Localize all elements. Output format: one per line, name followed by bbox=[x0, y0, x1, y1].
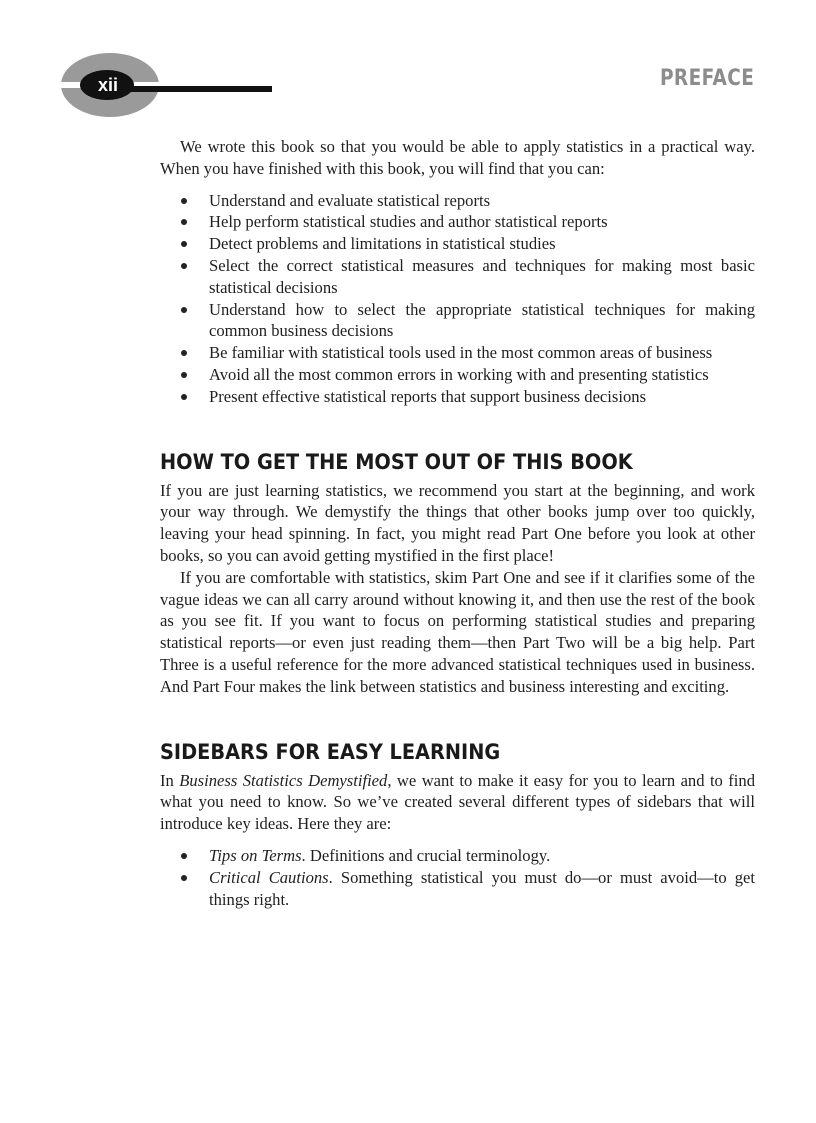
bullet-icon bbox=[181, 372, 187, 378]
book-title: Business Statistics Demystified bbox=[179, 770, 388, 790]
bullet-icon bbox=[181, 241, 187, 247]
bullet-icon bbox=[181, 307, 187, 313]
list-item bbox=[160, 386, 755, 408]
section-heading-how-to: HOW TO GET THE MOST OUT OF THIS BOOK bbox=[160, 449, 633, 474]
list-item-text: Select the correct statistical measures and techniques for making most basic statistical decisions bbox=[209, 255, 755, 297]
section-heading-sidebars: SIDEBARS FOR EASY LEARNING bbox=[160, 739, 501, 764]
list-item-text: Be familiar with statistical tools used in the most common areas of business bbox=[209, 343, 713, 363]
list-item-text: Help perform statistical studies and author statistical reports bbox=[209, 212, 608, 232]
page-header bbox=[0, 0, 816, 130]
list-item bbox=[160, 364, 755, 386]
how-to-paragraph-1: If you are just learning statistics, we recommend you start at the beginning, and work your way through. We demystify the things that other books jump over too quickly, leaving your head spinning. In fact, you might read Part One before you look at other books, so you can avoid getting mystified in the first place! bbox=[160, 480, 755, 565]
list-item-text: Present effective statistical reports that support business decisions bbox=[209, 386, 647, 406]
how-to-paragraph-2: If you are comfortable with statistics, skim Part One and see if it clarifies some of the vague ideas we can all carry around without knowing it, and then use the rest of the book as you see fit. If you want to focus on performing statistical studies and preparing statistical reports—or even just reading them—then Part Two will be a big help. Part Three is a useful reference for the more advanced statistical techniques used in business. And Part Four makes the link between statistics and business interesting and exciting. bbox=[160, 567, 755, 696]
list-item-text: Understand how to select the appropriate statistical techniques for making common business decisions bbox=[209, 299, 755, 341]
list-item bbox=[160, 867, 755, 911]
list-item bbox=[160, 299, 755, 343]
bullet-icon bbox=[181, 394, 187, 400]
sidebar-term: Critical Cautions bbox=[209, 867, 329, 887]
skills-list bbox=[160, 190, 755, 408]
list-item bbox=[160, 233, 755, 255]
sidebar-types-list bbox=[160, 845, 755, 910]
list-item bbox=[160, 342, 755, 364]
header-rule bbox=[130, 86, 272, 92]
sidebar-term: Tips on Terms bbox=[209, 845, 302, 865]
list-item bbox=[160, 190, 755, 212]
bullet-icon bbox=[181, 853, 187, 859]
sidebars-paragraph bbox=[160, 770, 755, 835]
sidebar-description: . Definitions and crucial terminology. bbox=[301, 845, 551, 865]
page-body bbox=[160, 136, 755, 910]
page-number: xii bbox=[97, 75, 118, 95]
sidebar-description: . Something statistical you must do—or must avoid—to get things right. bbox=[209, 867, 755, 909]
sidebars-intro-suffix: , we want to make it easy for you to learn and to find what you need to know. So we’ve created several different types of sidebars that will introduce key ideas. Here they are: bbox=[160, 770, 755, 834]
intro-paragraph: We wrote this book so that you would be able to apply statistics in a practical way. When you have finished with this book, you will find that you can: bbox=[160, 137, 755, 178]
list-item bbox=[160, 255, 755, 299]
bullet-icon bbox=[181, 198, 187, 204]
bullet-icon bbox=[181, 263, 187, 269]
running-head: PREFACE bbox=[659, 66, 754, 91]
bullet-icon bbox=[181, 875, 187, 881]
sidebars-intro-prefix: In bbox=[160, 770, 180, 790]
bullet-icon bbox=[181, 350, 187, 356]
bullet-icon bbox=[181, 219, 187, 225]
list-item bbox=[160, 211, 755, 233]
list-item-text: Understand and evaluate statistical reports bbox=[209, 190, 491, 210]
list-item-text: Avoid all the most common errors in working with and presenting statistics bbox=[209, 364, 709, 384]
list-item bbox=[160, 845, 755, 867]
list-item-text: Detect problems and limitations in statistical studies bbox=[209, 234, 556, 254]
